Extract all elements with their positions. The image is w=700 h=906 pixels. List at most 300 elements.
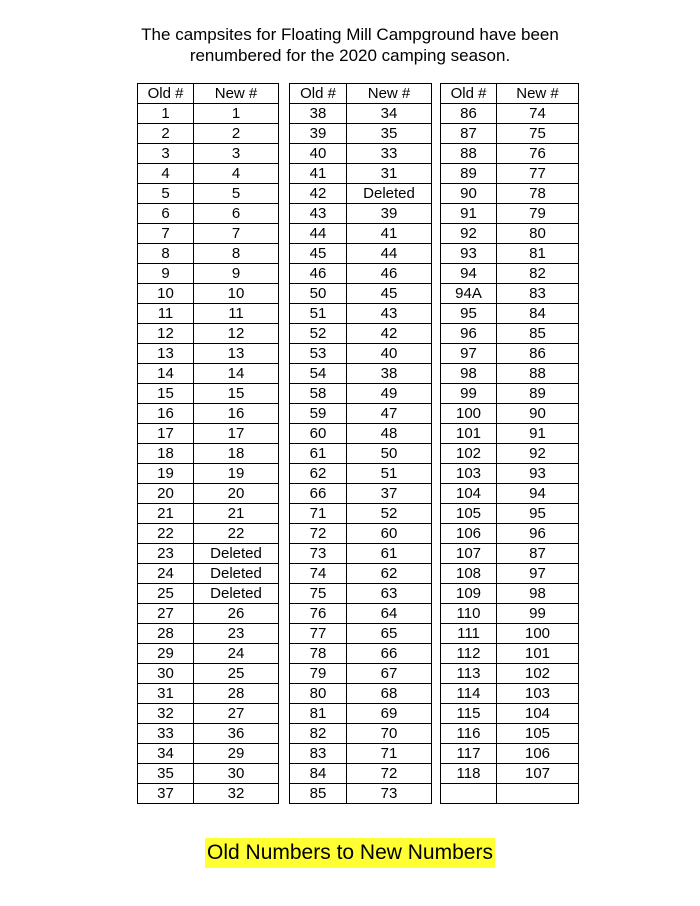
new-number-cell: 88 — [497, 364, 579, 384]
old-number-cell: 28 — [138, 624, 194, 644]
table-row — [441, 244, 579, 264]
new-number-cell: 30 — [194, 764, 279, 784]
table-row — [290, 564, 432, 584]
table-row — [138, 744, 279, 764]
table-row — [138, 784, 279, 804]
new-number-cell: 14 — [194, 364, 279, 384]
old-number-cell: 8 — [138, 244, 194, 264]
old-number-cell: 98 — [441, 364, 497, 384]
new-number-cell: 87 — [497, 544, 579, 564]
new-number-cell: Deleted — [347, 184, 432, 204]
old-number-cell: 94 — [441, 264, 497, 284]
new-number-cell: 52 — [347, 504, 432, 524]
old-number-cell: 99 — [441, 384, 497, 404]
heading-line-2: renumbered for the 2020 camping season. — [189, 46, 511, 65]
table-row — [441, 704, 579, 724]
table-row — [290, 704, 432, 724]
new-number-cell: 32 — [194, 784, 279, 804]
old-number-cell: 79 — [290, 664, 347, 684]
old-number-cell: 81 — [290, 704, 347, 724]
old-number-cell: 45 — [290, 244, 347, 264]
new-number-cell: 102 — [497, 664, 579, 684]
new-number-cell: 82 — [497, 264, 579, 284]
new-number-cell: 62 — [347, 564, 432, 584]
new-number-cell: 50 — [347, 444, 432, 464]
table-row — [441, 124, 579, 144]
new-number-cell: 47 — [347, 404, 432, 424]
table-header-row — [138, 84, 279, 104]
new-number-cell: 34 — [347, 104, 432, 124]
old-number-cell: 51 — [290, 304, 347, 324]
old-number-cell: 22 — [138, 524, 194, 544]
new-number-cell: 42 — [347, 324, 432, 344]
old-number-cell: 12 — [138, 324, 194, 344]
old-number-cell: 59 — [290, 404, 347, 424]
new-number-cell: 77 — [497, 164, 579, 184]
new-number-cell: 69 — [347, 704, 432, 724]
new-number-cell: 68 — [347, 684, 432, 704]
old-number-cell: 4 — [138, 164, 194, 184]
new-number-cell: 65 — [347, 624, 432, 644]
old-number-cell: 83 — [290, 744, 347, 764]
new-number-cell: 44 — [347, 244, 432, 264]
old-number-cell: 46 — [290, 264, 347, 284]
new-number-cell: 19 — [194, 464, 279, 484]
table-row — [138, 364, 279, 384]
table-row — [290, 504, 432, 524]
new-number-cell: 37 — [347, 484, 432, 504]
renumber-table-3 — [440, 83, 579, 804]
old-number-cell: 30 — [138, 664, 194, 684]
old-number-cell: 20 — [138, 484, 194, 504]
new-number-cell: 106 — [497, 744, 579, 764]
new-number-cell: 46 — [347, 264, 432, 284]
old-number-cell: 13 — [138, 344, 194, 364]
new-number-cell: 78 — [497, 184, 579, 204]
new-number-cell: 61 — [347, 544, 432, 564]
old-number-cell: 108 — [441, 564, 497, 584]
table-row — [290, 684, 432, 704]
table-row — [138, 564, 279, 584]
new-number-cell: 91 — [497, 424, 579, 444]
old-number-header: Old # — [290, 84, 347, 104]
old-number-cell: 38 — [290, 104, 347, 124]
old-number-cell: 110 — [441, 604, 497, 624]
new-number-cell: 20 — [194, 484, 279, 504]
table-row — [441, 624, 579, 644]
new-number-cell: 84 — [497, 304, 579, 324]
new-number-cell: 83 — [497, 284, 579, 304]
old-number-cell: 91 — [441, 204, 497, 224]
new-number-cell: 63 — [347, 584, 432, 604]
old-number-cell: 44 — [290, 224, 347, 244]
new-number-cell: 9 — [194, 264, 279, 284]
old-number-cell: 84 — [290, 764, 347, 784]
new-number-header: New # — [194, 84, 279, 104]
table-row — [441, 684, 579, 704]
old-number-cell: 17 — [138, 424, 194, 444]
old-number-cell: 82 — [290, 724, 347, 744]
table-row — [138, 264, 279, 284]
table-row — [138, 424, 279, 444]
table-row — [441, 564, 579, 584]
table-row — [290, 104, 432, 124]
new-number-cell: 13 — [194, 344, 279, 364]
new-number-cell: 12 — [194, 324, 279, 344]
new-number-cell — [497, 784, 579, 804]
old-number-cell: 41 — [290, 164, 347, 184]
old-number-cell: 37 — [138, 784, 194, 804]
table-row — [138, 124, 279, 144]
table-row — [441, 304, 579, 324]
old-number-cell: 53 — [290, 344, 347, 364]
old-number-cell: 104 — [441, 484, 497, 504]
old-number-cell: 31 — [138, 684, 194, 704]
table-row — [138, 444, 279, 464]
table-row — [441, 524, 579, 544]
new-number-cell: 79 — [497, 204, 579, 224]
old-number-cell: 97 — [441, 344, 497, 364]
old-number-cell: 27 — [138, 604, 194, 624]
old-number-cell: 76 — [290, 604, 347, 624]
table-row — [290, 144, 432, 164]
old-number-cell: 34 — [138, 744, 194, 764]
table-row — [290, 284, 432, 304]
new-number-cell: 64 — [347, 604, 432, 624]
table-row — [290, 744, 432, 764]
table-row — [441, 484, 579, 504]
old-number-cell: 71 — [290, 504, 347, 524]
new-number-cell: 73 — [347, 784, 432, 804]
new-number-cell: 96 — [497, 524, 579, 544]
new-number-cell: 33 — [347, 144, 432, 164]
table-row — [441, 144, 579, 164]
table-row — [441, 784, 579, 804]
table-row — [290, 384, 432, 404]
table-row — [138, 184, 279, 204]
table-row — [441, 364, 579, 384]
new-number-cell: 81 — [497, 244, 579, 264]
new-number-cell: 49 — [347, 384, 432, 404]
new-number-cell: 26 — [194, 604, 279, 624]
old-number-cell: 87 — [441, 124, 497, 144]
new-number-cell: 105 — [497, 724, 579, 744]
old-number-cell: 105 — [441, 504, 497, 524]
new-number-cell: 76 — [497, 144, 579, 164]
old-number-cell: 96 — [441, 324, 497, 344]
table-row — [441, 204, 579, 224]
table-row — [441, 464, 579, 484]
new-number-cell: 15 — [194, 384, 279, 404]
old-number-cell: 50 — [290, 284, 347, 304]
old-number-cell: 115 — [441, 704, 497, 724]
table-row — [138, 504, 279, 524]
table-row — [138, 704, 279, 724]
new-number-cell: 99 — [497, 604, 579, 624]
table-row — [138, 524, 279, 544]
new-number-cell: 45 — [347, 284, 432, 304]
old-number-cell: 23 — [138, 544, 194, 564]
table-row — [441, 404, 579, 424]
table-row — [138, 604, 279, 624]
new-number-cell: 23 — [194, 624, 279, 644]
new-number-cell: Deleted — [194, 564, 279, 584]
table-row — [290, 604, 432, 624]
footer-caption — [0, 838, 700, 868]
table-row — [441, 504, 579, 524]
new-number-cell: 90 — [497, 404, 579, 424]
old-number-cell: 16 — [138, 404, 194, 424]
old-number-header: Old # — [138, 84, 194, 104]
old-number-cell: 25 — [138, 584, 194, 604]
new-number-cell: 38 — [347, 364, 432, 384]
table-row — [290, 204, 432, 224]
new-number-cell: 67 — [347, 664, 432, 684]
new-number-cell: 93 — [497, 464, 579, 484]
new-number-cell: 39 — [347, 204, 432, 224]
table-row — [138, 544, 279, 564]
new-number-header: New # — [497, 84, 579, 104]
table-row — [290, 404, 432, 424]
old-number-cell: 112 — [441, 644, 497, 664]
table-row — [441, 724, 579, 744]
new-number-cell: 28 — [194, 684, 279, 704]
new-number-cell: 104 — [497, 704, 579, 724]
table-row — [138, 244, 279, 264]
new-number-cell: 1 — [194, 104, 279, 124]
table-row — [441, 424, 579, 444]
new-number-cell: 18 — [194, 444, 279, 464]
old-number-cell: 62 — [290, 464, 347, 484]
old-number-cell: 88 — [441, 144, 497, 164]
new-number-cell: 29 — [194, 744, 279, 764]
table-row — [441, 224, 579, 244]
old-number-cell — [441, 784, 497, 804]
table-row — [138, 344, 279, 364]
old-number-cell: 85 — [290, 784, 347, 804]
old-number-cell: 24 — [138, 564, 194, 584]
table-row — [441, 744, 579, 764]
table-row — [290, 524, 432, 544]
new-number-cell: Deleted — [194, 544, 279, 564]
table-row — [441, 444, 579, 464]
table-row — [441, 384, 579, 404]
table-header-row — [441, 84, 579, 104]
old-number-cell: 14 — [138, 364, 194, 384]
old-number-cell: 113 — [441, 664, 497, 684]
old-number-cell: 1 — [138, 104, 194, 124]
new-number-cell: 4 — [194, 164, 279, 184]
table-row — [138, 644, 279, 664]
old-number-cell: 29 — [138, 644, 194, 664]
new-number-cell: 35 — [347, 124, 432, 144]
table-row — [290, 544, 432, 564]
old-number-cell: 117 — [441, 744, 497, 764]
old-number-cell: 52 — [290, 324, 347, 344]
table-row — [441, 764, 579, 784]
table-row — [138, 304, 279, 324]
old-number-cell: 72 — [290, 524, 347, 544]
old-number-cell: 35 — [138, 764, 194, 784]
table-row — [138, 664, 279, 684]
old-number-cell: 5 — [138, 184, 194, 204]
old-number-cell: 94A — [441, 284, 497, 304]
table-row — [441, 344, 579, 364]
table-row — [441, 264, 579, 284]
table-row — [290, 364, 432, 384]
table-row — [441, 644, 579, 664]
table-row — [290, 124, 432, 144]
new-number-cell: 7 — [194, 224, 279, 244]
table-row — [138, 164, 279, 184]
new-number-cell: 95 — [497, 504, 579, 524]
old-number-cell: 60 — [290, 424, 347, 444]
old-number-cell: 7 — [138, 224, 194, 244]
new-number-cell: 16 — [194, 404, 279, 424]
table-row — [290, 344, 432, 364]
table-row — [290, 244, 432, 264]
new-number-cell: 17 — [194, 424, 279, 444]
new-number-cell: 60 — [347, 524, 432, 544]
old-number-cell: 103 — [441, 464, 497, 484]
new-number-cell: 97 — [497, 564, 579, 584]
table-row — [138, 104, 279, 124]
old-number-cell: 116 — [441, 724, 497, 744]
new-number-cell: 92 — [497, 444, 579, 464]
table-row — [290, 164, 432, 184]
new-number-cell: 71 — [347, 744, 432, 764]
new-number-cell: Deleted — [194, 584, 279, 604]
old-number-cell: 77 — [290, 624, 347, 644]
table-row — [290, 644, 432, 664]
table-row — [138, 764, 279, 784]
new-number-cell: 100 — [497, 624, 579, 644]
old-number-cell: 18 — [138, 444, 194, 464]
new-number-cell: 5 — [194, 184, 279, 204]
table-row — [441, 664, 579, 684]
old-number-cell: 21 — [138, 504, 194, 524]
new-number-cell: 66 — [347, 644, 432, 664]
old-number-cell: 89 — [441, 164, 497, 184]
new-number-cell: 41 — [347, 224, 432, 244]
table-row — [138, 584, 279, 604]
new-number-cell: 51 — [347, 464, 432, 484]
table-row — [441, 604, 579, 624]
renumber-table-1 — [137, 83, 279, 804]
old-number-cell: 90 — [441, 184, 497, 204]
new-number-cell: 74 — [497, 104, 579, 124]
new-number-cell: 80 — [497, 224, 579, 244]
new-number-cell: 36 — [194, 724, 279, 744]
table-row — [138, 684, 279, 704]
table-row — [441, 324, 579, 344]
old-number-cell: 100 — [441, 404, 497, 424]
new-number-cell: 31 — [347, 164, 432, 184]
old-number-cell: 86 — [441, 104, 497, 124]
table-row — [441, 184, 579, 204]
new-number-cell: 22 — [194, 524, 279, 544]
table-row — [290, 324, 432, 344]
renumber-table-2 — [289, 83, 432, 804]
new-number-cell: 11 — [194, 304, 279, 324]
new-number-cell: 86 — [497, 344, 579, 364]
new-number-cell: 94 — [497, 484, 579, 504]
new-number-header: New # — [347, 84, 432, 104]
new-number-cell: 101 — [497, 644, 579, 664]
new-number-cell: 98 — [497, 584, 579, 604]
new-number-cell: 24 — [194, 644, 279, 664]
old-number-cell: 43 — [290, 204, 347, 224]
old-number-cell: 19 — [138, 464, 194, 484]
table-row — [290, 304, 432, 324]
footer-highlight: Old Numbers to New Numbers — [205, 838, 495, 868]
new-number-cell: 48 — [347, 424, 432, 444]
table-row — [290, 624, 432, 644]
new-number-cell: 107 — [497, 764, 579, 784]
table-row — [441, 164, 579, 184]
old-number-cell: 42 — [290, 184, 347, 204]
table-row — [290, 424, 432, 444]
table-row — [441, 284, 579, 304]
table-row — [138, 384, 279, 404]
table-row — [290, 664, 432, 684]
old-number-cell: 114 — [441, 684, 497, 704]
new-number-cell: 3 — [194, 144, 279, 164]
old-number-cell: 101 — [441, 424, 497, 444]
table-row — [290, 584, 432, 604]
old-number-cell: 109 — [441, 584, 497, 604]
table-row — [290, 224, 432, 244]
table-row — [138, 284, 279, 304]
old-number-cell: 11 — [138, 304, 194, 324]
old-number-cell: 32 — [138, 704, 194, 724]
table-row — [138, 724, 279, 744]
old-number-cell: 107 — [441, 544, 497, 564]
new-number-cell: 2 — [194, 124, 279, 144]
table-row — [290, 764, 432, 784]
table-row — [441, 544, 579, 564]
old-number-cell: 33 — [138, 724, 194, 744]
table-row — [441, 584, 579, 604]
old-number-cell: 66 — [290, 484, 347, 504]
new-number-cell: 6 — [194, 204, 279, 224]
new-number-cell: 72 — [347, 764, 432, 784]
old-number-cell: 106 — [441, 524, 497, 544]
new-number-cell: 75 — [497, 124, 579, 144]
old-number-cell: 74 — [290, 564, 347, 584]
table-row — [138, 144, 279, 164]
old-number-cell: 40 — [290, 144, 347, 164]
table-row — [290, 484, 432, 504]
old-number-cell: 9 — [138, 264, 194, 284]
old-number-cell: 78 — [290, 644, 347, 664]
new-number-cell: 85 — [497, 324, 579, 344]
old-number-cell: 2 — [138, 124, 194, 144]
table-row — [138, 324, 279, 344]
table-row — [138, 464, 279, 484]
old-number-cell: 92 — [441, 224, 497, 244]
old-number-cell: 95 — [441, 304, 497, 324]
old-number-cell: 6 — [138, 204, 194, 224]
old-number-cell: 93 — [441, 244, 497, 264]
table-row — [290, 784, 432, 804]
table-header-row — [290, 84, 432, 104]
table-row — [290, 184, 432, 204]
old-number-cell: 15 — [138, 384, 194, 404]
table-row — [290, 264, 432, 284]
new-number-cell: 8 — [194, 244, 279, 264]
old-number-cell: 80 — [290, 684, 347, 704]
